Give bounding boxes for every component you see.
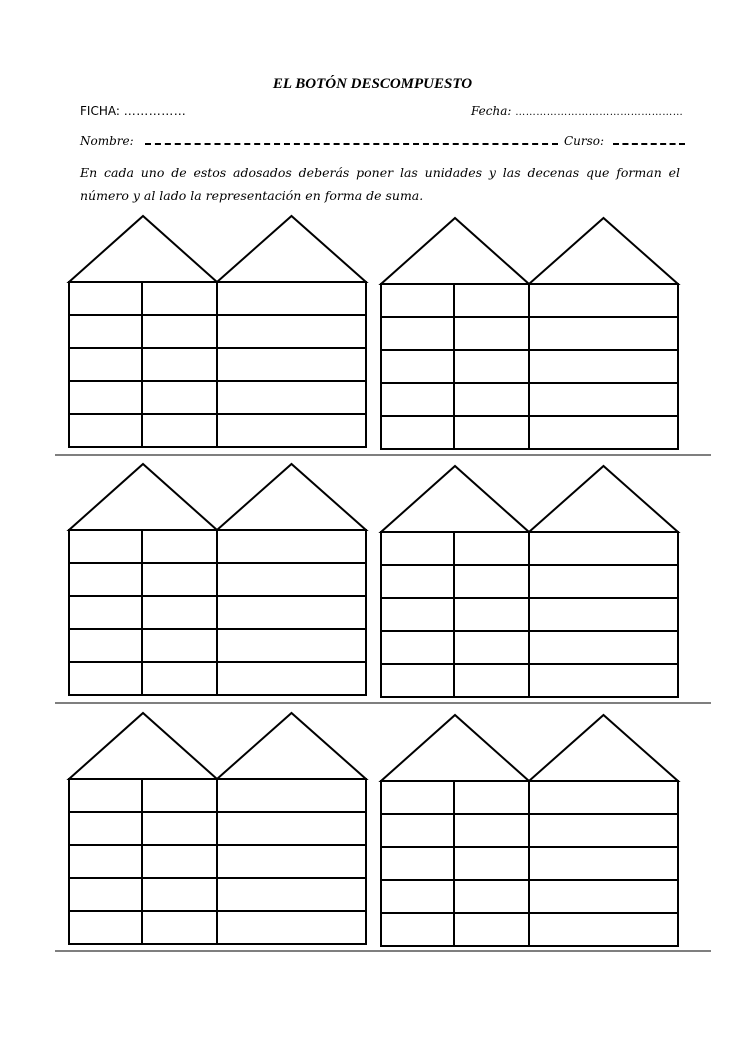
house-pair-6-right-body: [529, 781, 678, 946]
house-pair-3-right-roof: [217, 464, 366, 530]
house-pair-4-right-roof: [529, 466, 678, 532]
house-pair-4-left-roof: [381, 466, 529, 532]
house-pair-5-right-body: [217, 779, 366, 944]
house-pair-1-right-roof: [217, 216, 366, 282]
house-pair-2-right-body: [529, 284, 678, 449]
house-pair-1-right-body: [217, 282, 366, 447]
nombre-label: Nombre:: [80, 134, 134, 148]
house-pair-3-left-roof: [69, 464, 217, 530]
house-pair-2-right-roof: [529, 218, 678, 284]
worksheet-title: EL BOTÓN DESCOMPUESTO: [272, 76, 473, 92]
ficha-blank[interactable]: ……………: [123, 104, 187, 118]
fecha-label: Fecha:: [471, 104, 512, 118]
house-pair-2-left-roof: [381, 218, 529, 284]
house-pair-6-left-roof: [381, 715, 529, 781]
house-pair-6-right-roof: [529, 715, 678, 781]
ficha-label: FICHA:: [80, 104, 120, 118]
house-pair-4-right-body: [529, 532, 678, 697]
house-pair-3-right-body: [217, 530, 366, 695]
fecha-blank[interactable]: …………………………………………: [515, 107, 684, 118]
curso-label: Curso:: [564, 134, 605, 148]
instructions-text: En cada uno de estos adosados deberás poner las unidades y las decenas que forman el número y al lado la representación en forma de suma.: [80, 165, 680, 203]
house-pair-5-right-roof: [217, 713, 366, 779]
house-pair-5-left-roof: [69, 713, 217, 779]
house-pair-1-left-roof: [69, 216, 217, 282]
